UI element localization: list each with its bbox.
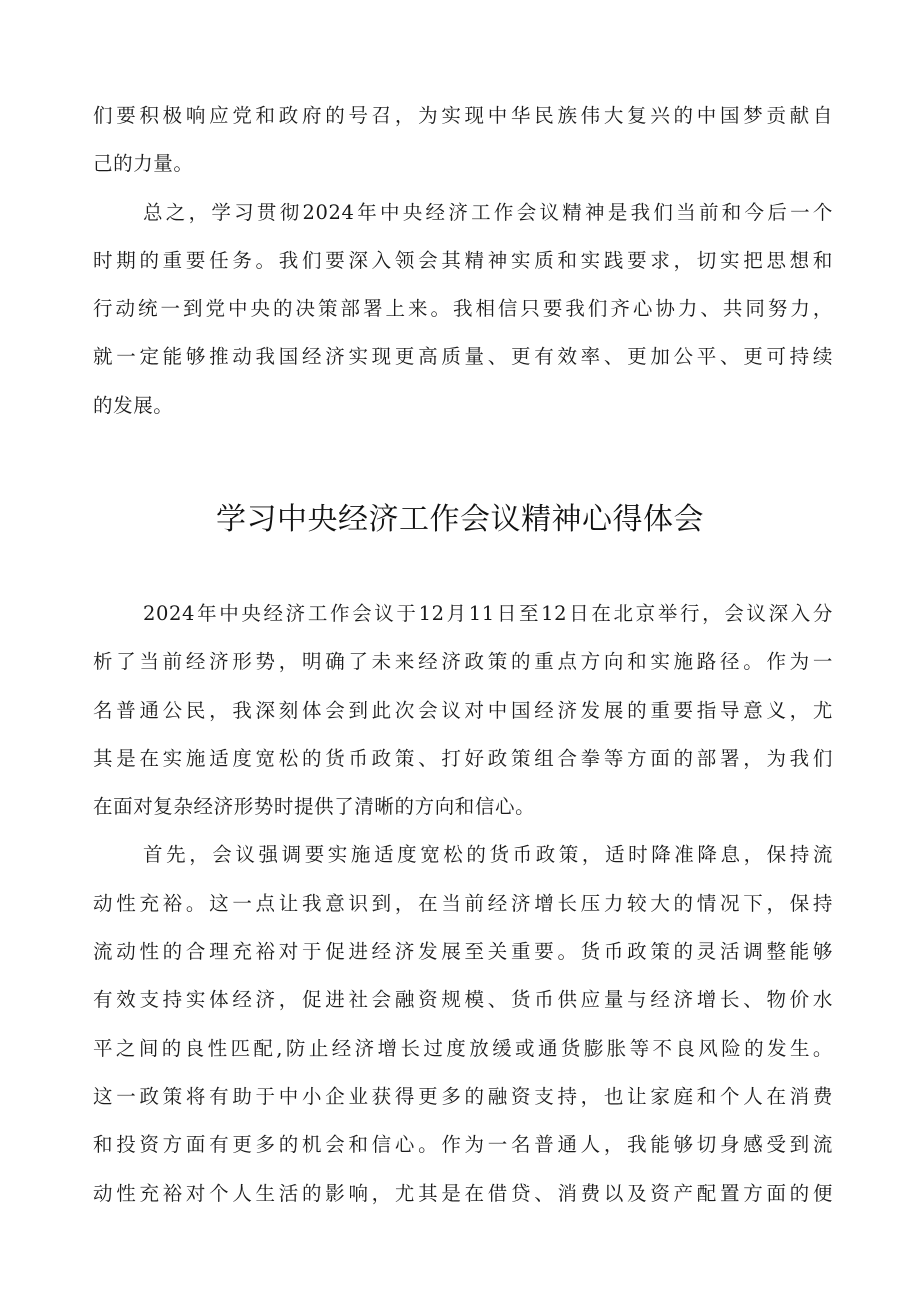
text-line: 就一定能够推动我国经济实现更高质量、更有效率、更加公平、更可持续 <box>93 345 833 369</box>
text-line: 己的力量。 <box>93 152 194 176</box>
text-line: 的发展。 <box>93 393 174 417</box>
text-line: 时期的重要任务。我们要深入领会其精神实质和实践要求，切实把思想和 <box>93 248 833 272</box>
document-title: 学习中央经济工作会议精神心得体会 <box>216 502 704 537</box>
text-line: 这一政策将有助于中小企业获得更多的融资支持，也让家庭和个人在消费 <box>93 1084 833 1108</box>
text-line: 流动性的合理充裕对于促进经济发展至关重要。货币政策的灵活调整能够 <box>93 940 833 964</box>
text-line: 析了当前经济形势，明确了未来经济政策的重点方向和实施路径。作为一 <box>93 650 833 674</box>
text-line: 有效支持实体经济，促进社会融资规模、货币供应量与经济增长、物价水 <box>93 988 833 1012</box>
paragraph-group-conclusion <box>93 92 833 430</box>
text-line: 行动统一到党中央的决策部署上来。我相信只要我们齐心协力、共同努力， <box>93 297 833 321</box>
text-line: 和投资方面有更多的机会和信心。作为一名普通人，我能够切身感受到流 <box>93 1133 833 1157</box>
text-line: 其是在实施适度宽松的货币政策、打好政策组合拳等方面的部署，为我们 <box>93 746 833 770</box>
paragraph-group-body <box>93 590 833 1218</box>
text-line: 在面对复杂经济形势时提供了清晰的方向和信心。 <box>93 795 536 819</box>
text-line: 首先，会议强调要实施适度宽松的货币政策，适时降准降息，保持流 <box>143 843 833 867</box>
text-line: 平之间的良性匹配,防止经济增长过度放缓或通货膨胀等不良风险的发生。 <box>93 1036 833 1060</box>
text-line: 动性充裕对个人生活的影响，尤其是在借贷、消费以及资产配置方面的便 <box>93 1181 833 1205</box>
text-line: 们要积极响应党和政府的号召，为实现中华民族伟大复兴的中国梦贡献自 <box>93 104 833 127</box>
text-line: 名普通公民，我深刻体会到此次会议对中国经济发展的重要指导意义，尤 <box>93 698 833 722</box>
text-line: 2024年中央经济工作会议于12月11日至12日在北京举行，会议深入分 <box>143 602 833 625</box>
text-line: 总之，学习贯彻2024年中央经济工作会议精神是我们当前和今后一个 <box>143 200 833 224</box>
text-line: 动性充裕。这一点让我意识到，在当前经济增长压力较大的情况下，保持 <box>93 891 833 915</box>
